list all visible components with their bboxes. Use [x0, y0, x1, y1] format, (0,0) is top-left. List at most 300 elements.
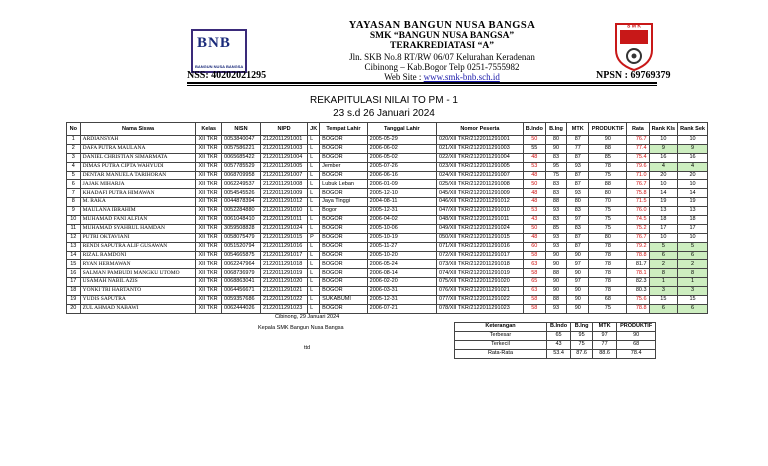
cell-tempat: BOGOR: [320, 171, 367, 180]
cell-no: 11: [67, 224, 81, 233]
cell-rata: 76.7: [627, 136, 649, 145]
cell-peserta: 077/XII TKR/2122011291022: [437, 296, 524, 305]
cell-mtk: 80: [567, 198, 589, 207]
report-date-range: 23 s.d 26 Januari 2024: [333, 108, 435, 119]
cell-rsek: 8: [678, 269, 708, 278]
cell-rkls: 6: [649, 304, 678, 313]
cell-no: 7: [67, 189, 81, 198]
table-row: [67, 207, 708, 216]
cell-prod: 75: [589, 207, 627, 216]
cell-nama: DAFA PUTRA MAULANA: [80, 144, 196, 153]
summary-value: 97: [593, 332, 617, 341]
cell-bing: 80: [545, 136, 566, 145]
column-header: Tanggal Lahir: [367, 123, 436, 136]
cell-mtk: 87: [567, 233, 589, 242]
cell-kelas: XII TKR: [196, 207, 222, 216]
cell-rkls: 14: [649, 189, 678, 198]
cell-nipd: 2122011291020: [260, 278, 307, 287]
cell-mtk: 90: [567, 287, 589, 296]
table-row: [67, 153, 708, 162]
cell-mtk: 87: [567, 180, 589, 189]
cell-mtk: 77: [567, 144, 589, 153]
logo-right-text: S M K: [627, 23, 641, 30]
cell-nipd: 2122011291009: [260, 189, 307, 198]
cell-bing: 90: [545, 260, 566, 269]
cell-kelas: XII TKR: [196, 242, 222, 251]
cell-rata: 81.7: [627, 260, 649, 269]
website-label: Web Site :: [384, 72, 422, 82]
cell-nisn: 0062247964: [222, 260, 261, 269]
cell-tgl: 2006-05-24: [367, 260, 436, 269]
cell-kelas: XII TKR: [196, 162, 222, 171]
cell-rsek: 19: [678, 198, 708, 207]
cell-bing: 83: [545, 189, 566, 198]
cell-rsek: 16: [678, 153, 708, 162]
cell-no: 9: [67, 207, 81, 216]
cell-no: 13: [67, 242, 81, 251]
cell-prod: 78: [589, 242, 627, 251]
cell-no: 3: [67, 153, 81, 162]
cell-nama: JAJAK MIHARJA: [80, 180, 196, 189]
summary-value: 43: [547, 341, 571, 350]
cell-peserta: 024/XII TKR/2122011291007: [437, 171, 524, 180]
cell-peserta: 023/XII TKR/2122011291005: [437, 162, 524, 171]
cell-bindo: 50: [523, 180, 545, 189]
summary-column-header: MTK: [593, 323, 617, 332]
cell-jk: L: [308, 144, 320, 153]
cell-nama: DENTAR MANUELA TARIHORAN: [80, 171, 196, 180]
cell-nipd: 2122011291021: [260, 287, 307, 296]
cell-bing: 90: [545, 144, 566, 153]
cell-kelas: XII TKR: [196, 304, 222, 313]
cell-tempat: BOGOR: [320, 269, 367, 278]
cell-rsek: 20: [678, 171, 708, 180]
cell-rsek: 13: [678, 207, 708, 216]
cell-rsek: 9: [678, 144, 708, 153]
letterhead-divider-thin: [187, 85, 657, 86]
cell-rsek: 6: [678, 304, 708, 313]
cell-peserta: 073/XII TKR/2122011291018: [437, 260, 524, 269]
cell-rsek: 6: [678, 251, 708, 260]
cell-rsek: 1: [678, 278, 708, 287]
table-row: [67, 162, 708, 171]
cell-no: 10: [67, 216, 81, 225]
cell-tempat: Bogor: [320, 207, 367, 216]
cell-peserta: 050/XII TKR/2122011291015: [437, 233, 524, 242]
cell-rsek: 3: [678, 287, 708, 296]
cell-prod: 80: [589, 189, 627, 198]
cell-prod: 75: [589, 304, 627, 313]
npsn-number: NPSN : 69769379: [596, 70, 671, 81]
column-header: Rank Sek: [678, 123, 708, 136]
cell-nama: DIMAS PUTRA CIPTA WAHYUDI: [80, 162, 196, 171]
cell-nama: M. RAKA: [80, 198, 196, 207]
cell-tempat: BOGOR: [320, 136, 367, 145]
column-header: Tempat Lahir: [320, 123, 367, 136]
cell-prod: 80: [589, 233, 627, 242]
cell-peserta: 046/XII TKR/2122011291012: [437, 198, 524, 207]
cell-kelas: XII TKR: [196, 251, 222, 260]
cell-rkls: 2: [649, 260, 678, 269]
cell-jk: L: [308, 198, 320, 207]
cell-nisn: 0062444026: [222, 304, 261, 313]
cell-peserta: 075/XII TKR/2122011291020: [437, 278, 524, 287]
cell-tgl: 2006-06-16: [367, 171, 436, 180]
cell-tgl: 2005-05-29: [367, 136, 436, 145]
cell-mtk: 83: [567, 224, 589, 233]
cell-bindo: 48: [523, 233, 545, 242]
summary-label: Terkecil: [455, 341, 547, 350]
cell-rkls: 6: [649, 251, 678, 260]
table-row: [67, 180, 708, 189]
cell-rkls: 19: [649, 198, 678, 207]
cell-prod: 78: [589, 251, 627, 260]
cell-bing: 93: [545, 233, 566, 242]
summary-column-header: Keterangan: [455, 323, 547, 332]
cell-tempat: SUKABUMI: [320, 296, 367, 305]
cell-nipd: 2122011291022: [260, 296, 307, 305]
table-row: [67, 242, 708, 251]
grades-table-header: [67, 123, 708, 136]
cell-nisn: 0062249537: [222, 180, 261, 189]
cell-rkls: 4: [649, 162, 678, 171]
cell-nama: RYAN HERMAWAN: [80, 260, 196, 269]
cell-rkls: 10: [649, 180, 678, 189]
cell-tgl: 2006-07-21: [367, 304, 436, 313]
cell-nama: KHADAFI PUTRA HIMAWAN: [80, 189, 196, 198]
cell-rsek: 17: [678, 224, 708, 233]
cell-rata: 76.7: [627, 180, 649, 189]
cell-bindo: 48: [523, 189, 545, 198]
cell-nisn: 0044878394: [222, 198, 261, 207]
cell-peserta: 047/XII TKR/2122011291010: [437, 207, 524, 216]
cell-tgl: 2006-02-20: [367, 278, 436, 287]
cell-rata: 78.8: [627, 304, 649, 313]
table-row: [67, 304, 708, 313]
summary-column-header: B.Indo: [547, 323, 571, 332]
cell-nisn: 0059357686: [222, 296, 261, 305]
cell-nisn: 0064456671: [222, 287, 261, 296]
header-row: [67, 123, 708, 136]
cell-nipd: 2122011291015: [260, 233, 307, 242]
cell-nama: MUHAMAD FANI ALFIAN: [80, 216, 196, 225]
cell-bindo: 65: [523, 278, 545, 287]
cell-kelas: XII TKR: [196, 296, 222, 305]
cell-rkls: 9: [649, 144, 678, 153]
cell-kelas: XII TKR: [196, 260, 222, 269]
cell-no: 14: [67, 251, 81, 260]
cell-bindo: 60: [523, 242, 545, 251]
cell-bindo: 63: [523, 287, 545, 296]
cell-kelas: XII TKR: [196, 269, 222, 278]
cell-mtk: 87: [567, 136, 589, 145]
logo-left-text: BNB: [197, 35, 231, 51]
cell-jk: L: [308, 224, 320, 233]
cell-tempat: BOGOR: [320, 260, 367, 269]
column-header: Rank Kls: [649, 123, 678, 136]
cell-jk: L: [308, 136, 320, 145]
cell-tgl: 2005-10-06: [367, 224, 436, 233]
cell-mtk: 90: [567, 296, 589, 305]
cell-no: 20: [67, 304, 81, 313]
cell-nama: USAMAH NABIL AZIS: [80, 278, 196, 287]
cell-rsek: 10: [678, 233, 708, 242]
summary-label: Terbesar: [455, 332, 547, 341]
cell-peserta: 076/XII TKR/2122011291021: [437, 287, 524, 296]
cell-bing: 93: [545, 304, 566, 313]
cell-tgl: 2005-10-19: [367, 233, 436, 242]
cell-mtk: 87: [567, 153, 589, 162]
cell-tempat: Jember: [320, 162, 367, 171]
cell-nipd: 2122011291001: [260, 136, 307, 145]
cell-peserta: 078/XII TKR/2122011291023: [437, 304, 524, 313]
cell-kelas: XII TKR: [196, 287, 222, 296]
cell-bing: 90: [545, 287, 566, 296]
column-header: Nomor Peserta: [437, 123, 524, 136]
column-header: Nama Siswa: [80, 123, 196, 136]
cell-rsek: 10: [678, 136, 708, 145]
cell-rata: 71.5: [627, 198, 649, 207]
cell-nipd: 2122011291023: [260, 304, 307, 313]
column-header: Rata: [627, 123, 649, 136]
cell-bindo: 63: [523, 260, 545, 269]
cell-rkls: 3: [649, 287, 678, 296]
cell-rata: 79.2: [627, 242, 649, 251]
cell-no: 4: [67, 162, 81, 171]
cell-nipd: 2122011291005: [260, 162, 307, 171]
column-header: B.Indo: [523, 123, 545, 136]
cell-nipd: 2122011291011: [260, 216, 307, 225]
cell-rata: 75.8: [627, 189, 649, 198]
table-row: [67, 251, 708, 260]
cell-nama: RENDI SAPUTRA ALIF GUSAWAN: [80, 242, 196, 251]
cell-prod: 88: [589, 144, 627, 153]
cell-bing: 93: [545, 207, 566, 216]
cell-kelas: XII TKR: [196, 198, 222, 207]
cell-tempat: BOGOR: [320, 251, 367, 260]
cell-rkls: 8: [649, 269, 678, 278]
cell-rata: 77.4: [627, 144, 649, 153]
cell-nipd: 2122011291019: [260, 269, 307, 278]
cell-no: 2: [67, 144, 81, 153]
cell-peserta: 025/XII TKR/2122011291008: [437, 180, 524, 189]
cell-bindo: 58: [523, 269, 545, 278]
cell-mtk: 87: [567, 171, 589, 180]
cell-nisn: 0061048410: [222, 216, 261, 225]
cell-rkls: 15: [649, 296, 678, 305]
cell-bing: 95: [545, 162, 566, 171]
cell-bindo: 58: [523, 304, 545, 313]
cell-bindo: 50: [523, 136, 545, 145]
cell-kelas: XII TKR: [196, 180, 222, 189]
cell-bing: 88: [545, 198, 566, 207]
cell-no: 8: [67, 198, 81, 207]
cell-rata: 75.4: [627, 153, 649, 162]
cell-no: 17: [67, 278, 81, 287]
signature-position: Kepala SMK Bangun Nusa Bangsa: [258, 325, 344, 331]
summary-value: 88.6: [593, 350, 617, 359]
table-row: [67, 171, 708, 180]
cell-prod: 90: [589, 136, 627, 145]
cell-jk: L: [308, 207, 320, 216]
column-header: JK: [308, 123, 320, 136]
cell-rsek: 2: [678, 260, 708, 269]
summary-column-header: PRODUKTIF: [617, 323, 656, 332]
cell-nama: DANIEL CHRISTIAN SIMARMATA: [80, 153, 196, 162]
cell-nama: YUDIS SAPUTRA: [80, 296, 196, 305]
cell-rkls: 16: [649, 153, 678, 162]
cell-rata: 79.6: [627, 162, 649, 171]
cell-tgl: 2005-10-20: [367, 251, 436, 260]
cell-tgl: 2005-12-31: [367, 207, 436, 216]
cell-bing: 88: [545, 296, 566, 305]
cell-bindo: 48: [523, 153, 545, 162]
cell-tempat: BOGOR: [320, 242, 367, 251]
cell-no: 1: [67, 136, 81, 145]
column-header: B.Ing: [545, 123, 566, 136]
cell-tgl: 2005-07-26: [367, 162, 436, 171]
cell-nisn: 0054545526: [222, 189, 261, 198]
cell-prod: 75: [589, 224, 627, 233]
cell-tempat: BOGOR: [320, 189, 367, 198]
nss-number: NSS: 40202021295: [187, 70, 267, 81]
cell-nama: PUTRI OKTAVIANI: [80, 233, 196, 242]
cell-tgl: 2006-08-14: [367, 269, 436, 278]
summary-table: [454, 322, 656, 359]
cell-rata: 74.5: [627, 216, 649, 225]
cell-nama: RIZAL RAMDONI: [80, 251, 196, 260]
cell-jk: L: [308, 171, 320, 180]
summary-value: 75: [571, 341, 593, 350]
cell-rkls: 10: [649, 136, 678, 145]
table-row: [67, 144, 708, 153]
cell-peserta: 022/XII TKR/2122011291004: [437, 153, 524, 162]
cell-jk: L: [308, 304, 320, 313]
cell-kelas: XII TKR: [196, 189, 222, 198]
accreditation: TERAKREDIATASI “A”: [390, 41, 494, 51]
cell-peserta: 049/XII TKR/2122011291024: [437, 224, 524, 233]
cell-mtk: 93: [567, 162, 589, 171]
cell-peserta: 048/XII TKR/2122011291011: [437, 216, 524, 225]
letterhead-divider: [187, 82, 657, 84]
cell-tempat: BOGOR: [320, 216, 367, 225]
cell-rsek: 4: [678, 162, 708, 171]
summary-column-header: B.Ing: [571, 323, 593, 332]
summary-value: 65: [547, 332, 571, 341]
cell-kelas: XII TKR: [196, 171, 222, 180]
cell-mtk: 93: [567, 189, 589, 198]
summary-header-row: [455, 323, 656, 332]
cell-bing: 83: [545, 180, 566, 189]
cell-bing: 83: [545, 216, 566, 225]
cell-nisn: 0057785529: [222, 162, 261, 171]
website-link[interactable]: www.smk-bnb.sch.id: [423, 72, 500, 82]
cell-rkls: 5: [649, 242, 678, 251]
table-row: [67, 198, 708, 207]
cell-tempat: BOGOR: [320, 287, 367, 296]
letterhead-text: [262, 20, 622, 82]
cell-bindo: 43: [523, 216, 545, 225]
cell-tempat: BOGOR: [320, 153, 367, 162]
column-header: No: [67, 123, 81, 136]
cell-tempat: Jaya Tinggi: [320, 198, 367, 207]
cell-bing: 90: [545, 278, 566, 287]
grades-table: [66, 122, 708, 314]
summary-value: 78.4: [617, 350, 656, 359]
cell-rata: 75.2: [627, 224, 649, 233]
cell-nipd: 2122011291007: [260, 171, 307, 180]
summary-value: 95: [571, 332, 593, 341]
cell-rsek: 18: [678, 216, 708, 225]
cell-rkls: 13: [649, 207, 678, 216]
cell-mtk: 90: [567, 269, 589, 278]
cell-bindo: 48: [523, 198, 545, 207]
cell-nipd: 2122011291008: [260, 180, 307, 189]
cell-bindo: 58: [523, 251, 545, 260]
cell-nipd: 2122011291024: [260, 224, 307, 233]
cell-prod: 75: [589, 171, 627, 180]
cell-nipd: 2122011291016: [260, 242, 307, 251]
cell-kelas: XII TKR: [196, 224, 222, 233]
cell-mtk: 90: [567, 251, 589, 260]
summary-row: [455, 341, 656, 350]
cell-bindo: 53: [523, 162, 545, 171]
cell-peserta: 021/XII TKR/2122011291003: [437, 144, 524, 153]
table-row: [67, 216, 708, 225]
cell-nama: YONKI TRI HARTANTO: [80, 287, 196, 296]
cell-mtk: 87: [567, 242, 589, 251]
summary-row: [455, 332, 656, 341]
summary-value: 68: [617, 341, 656, 350]
summary-value: 77: [593, 341, 617, 350]
address-line: Jln. SKB No.8 RT/RW 06/07 Kelurahan Keradenan: [349, 52, 535, 62]
cell-jk: L: [308, 180, 320, 189]
table-row: [67, 189, 708, 198]
cell-bing: 75: [545, 171, 566, 180]
foundation-name: YAYASAN BANGUN NUSA BANGSA: [348, 20, 536, 31]
cell-no: 16: [67, 269, 81, 278]
cell-peserta: 020/XII TKR/2122011291001: [437, 136, 524, 145]
cell-jk: L: [308, 162, 320, 171]
signature-ttd: ttd: [304, 345, 311, 351]
cell-nisn: 0052284880: [222, 207, 261, 216]
cell-tgl: 2006-05-02: [367, 153, 436, 162]
cell-tgl: 2006-06-02: [367, 144, 436, 153]
cell-prod: 75: [589, 216, 627, 225]
cell-no: 15: [67, 260, 81, 269]
column-header: PRODUKTIF: [589, 123, 627, 136]
cell-prod: 78: [589, 287, 627, 296]
cell-tgl: 2006-03-31: [367, 287, 436, 296]
column-header: NIPD: [260, 123, 307, 136]
cell-peserta: 074/XII TKR/2122011291019: [437, 269, 524, 278]
cell-tempat: BOGOR: [320, 224, 367, 233]
cell-jk: L: [308, 260, 320, 269]
cell-prod: 85: [589, 153, 627, 162]
cell-jk: L: [308, 269, 320, 278]
cell-prod: 88: [589, 180, 627, 189]
cell-prod: 70: [589, 198, 627, 207]
cell-tgl: 2005-11-27: [367, 242, 436, 251]
report-title: REKAPITULASI NILAI TO PM - 1: [309, 95, 458, 106]
cell-prod: 78: [589, 260, 627, 269]
cell-rkls: 17: [649, 224, 678, 233]
cell-nama: ZUL AHMAD NABAWI: [80, 304, 196, 313]
cell-mtk: 83: [567, 207, 589, 216]
cell-jk: L: [308, 287, 320, 296]
cell-rkls: 1: [649, 278, 678, 287]
cell-rata: 75.6: [627, 296, 649, 305]
